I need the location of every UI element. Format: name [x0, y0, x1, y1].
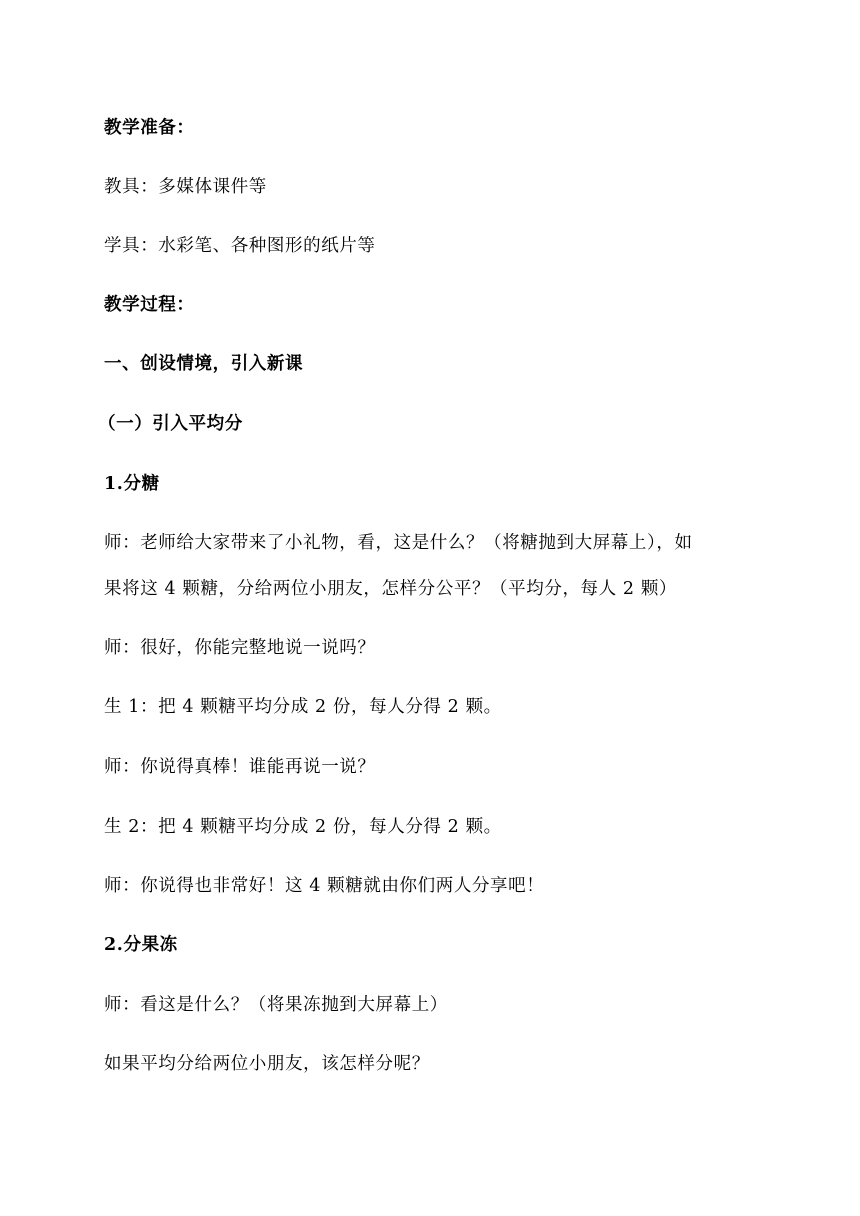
paragraph-teacher-line-5: 师：看这是什么？（将果冻抛到大屏幕上）: [104, 995, 448, 1015]
paragraph-teacher-line-1b: 果将这 4 颗糖，分给两位小朋友，怎样分公平？（平均分，每人 2 颗）: [104, 579, 678, 599]
heading-item-jelly: 2.分果冻: [104, 935, 178, 955]
paragraph-teacher-line-4: 师：你说得也非常好！这 4 颗糖就由你们两人分享吧！: [104, 876, 545, 896]
paragraph-teacher-line-2: 师：很好，你能完整地说一说吗？: [104, 638, 376, 658]
paragraph-teaching-aids: 教具：多媒体课件等: [104, 177, 267, 197]
heading-item-candy: 1.分糖: [104, 474, 160, 494]
paragraph-teacher-line-1a: 师：老师给大家带来了小礼物，看，这是什么？（将糖抛到大屏幕上），如: [104, 533, 693, 553]
heading-teaching-preparation: 教学准备：: [104, 118, 195, 138]
paragraph-student-2: 生 2：把 4 颗糖平均分成 2 份，每人分得 2 颗。: [104, 817, 502, 837]
paragraph-teacher-line-3: 师：你说得真棒！谁能再说一说？: [104, 757, 376, 777]
paragraph-student-1: 生 1：把 4 颗糖平均分成 2 份，每人分得 2 颗。: [104, 697, 502, 717]
heading-teaching-process: 教学过程：: [104, 295, 195, 315]
heading-section-one: 一、创设情境，引入新课: [104, 354, 304, 374]
paragraph-question: 如果平均分给两位小朋友，该怎样分呢？: [104, 1054, 430, 1074]
paragraph-student-materials: 学具：水彩笔、各种图形的纸片等: [104, 236, 376, 256]
heading-subsection-one: （一）引入平均分: [98, 414, 243, 434]
